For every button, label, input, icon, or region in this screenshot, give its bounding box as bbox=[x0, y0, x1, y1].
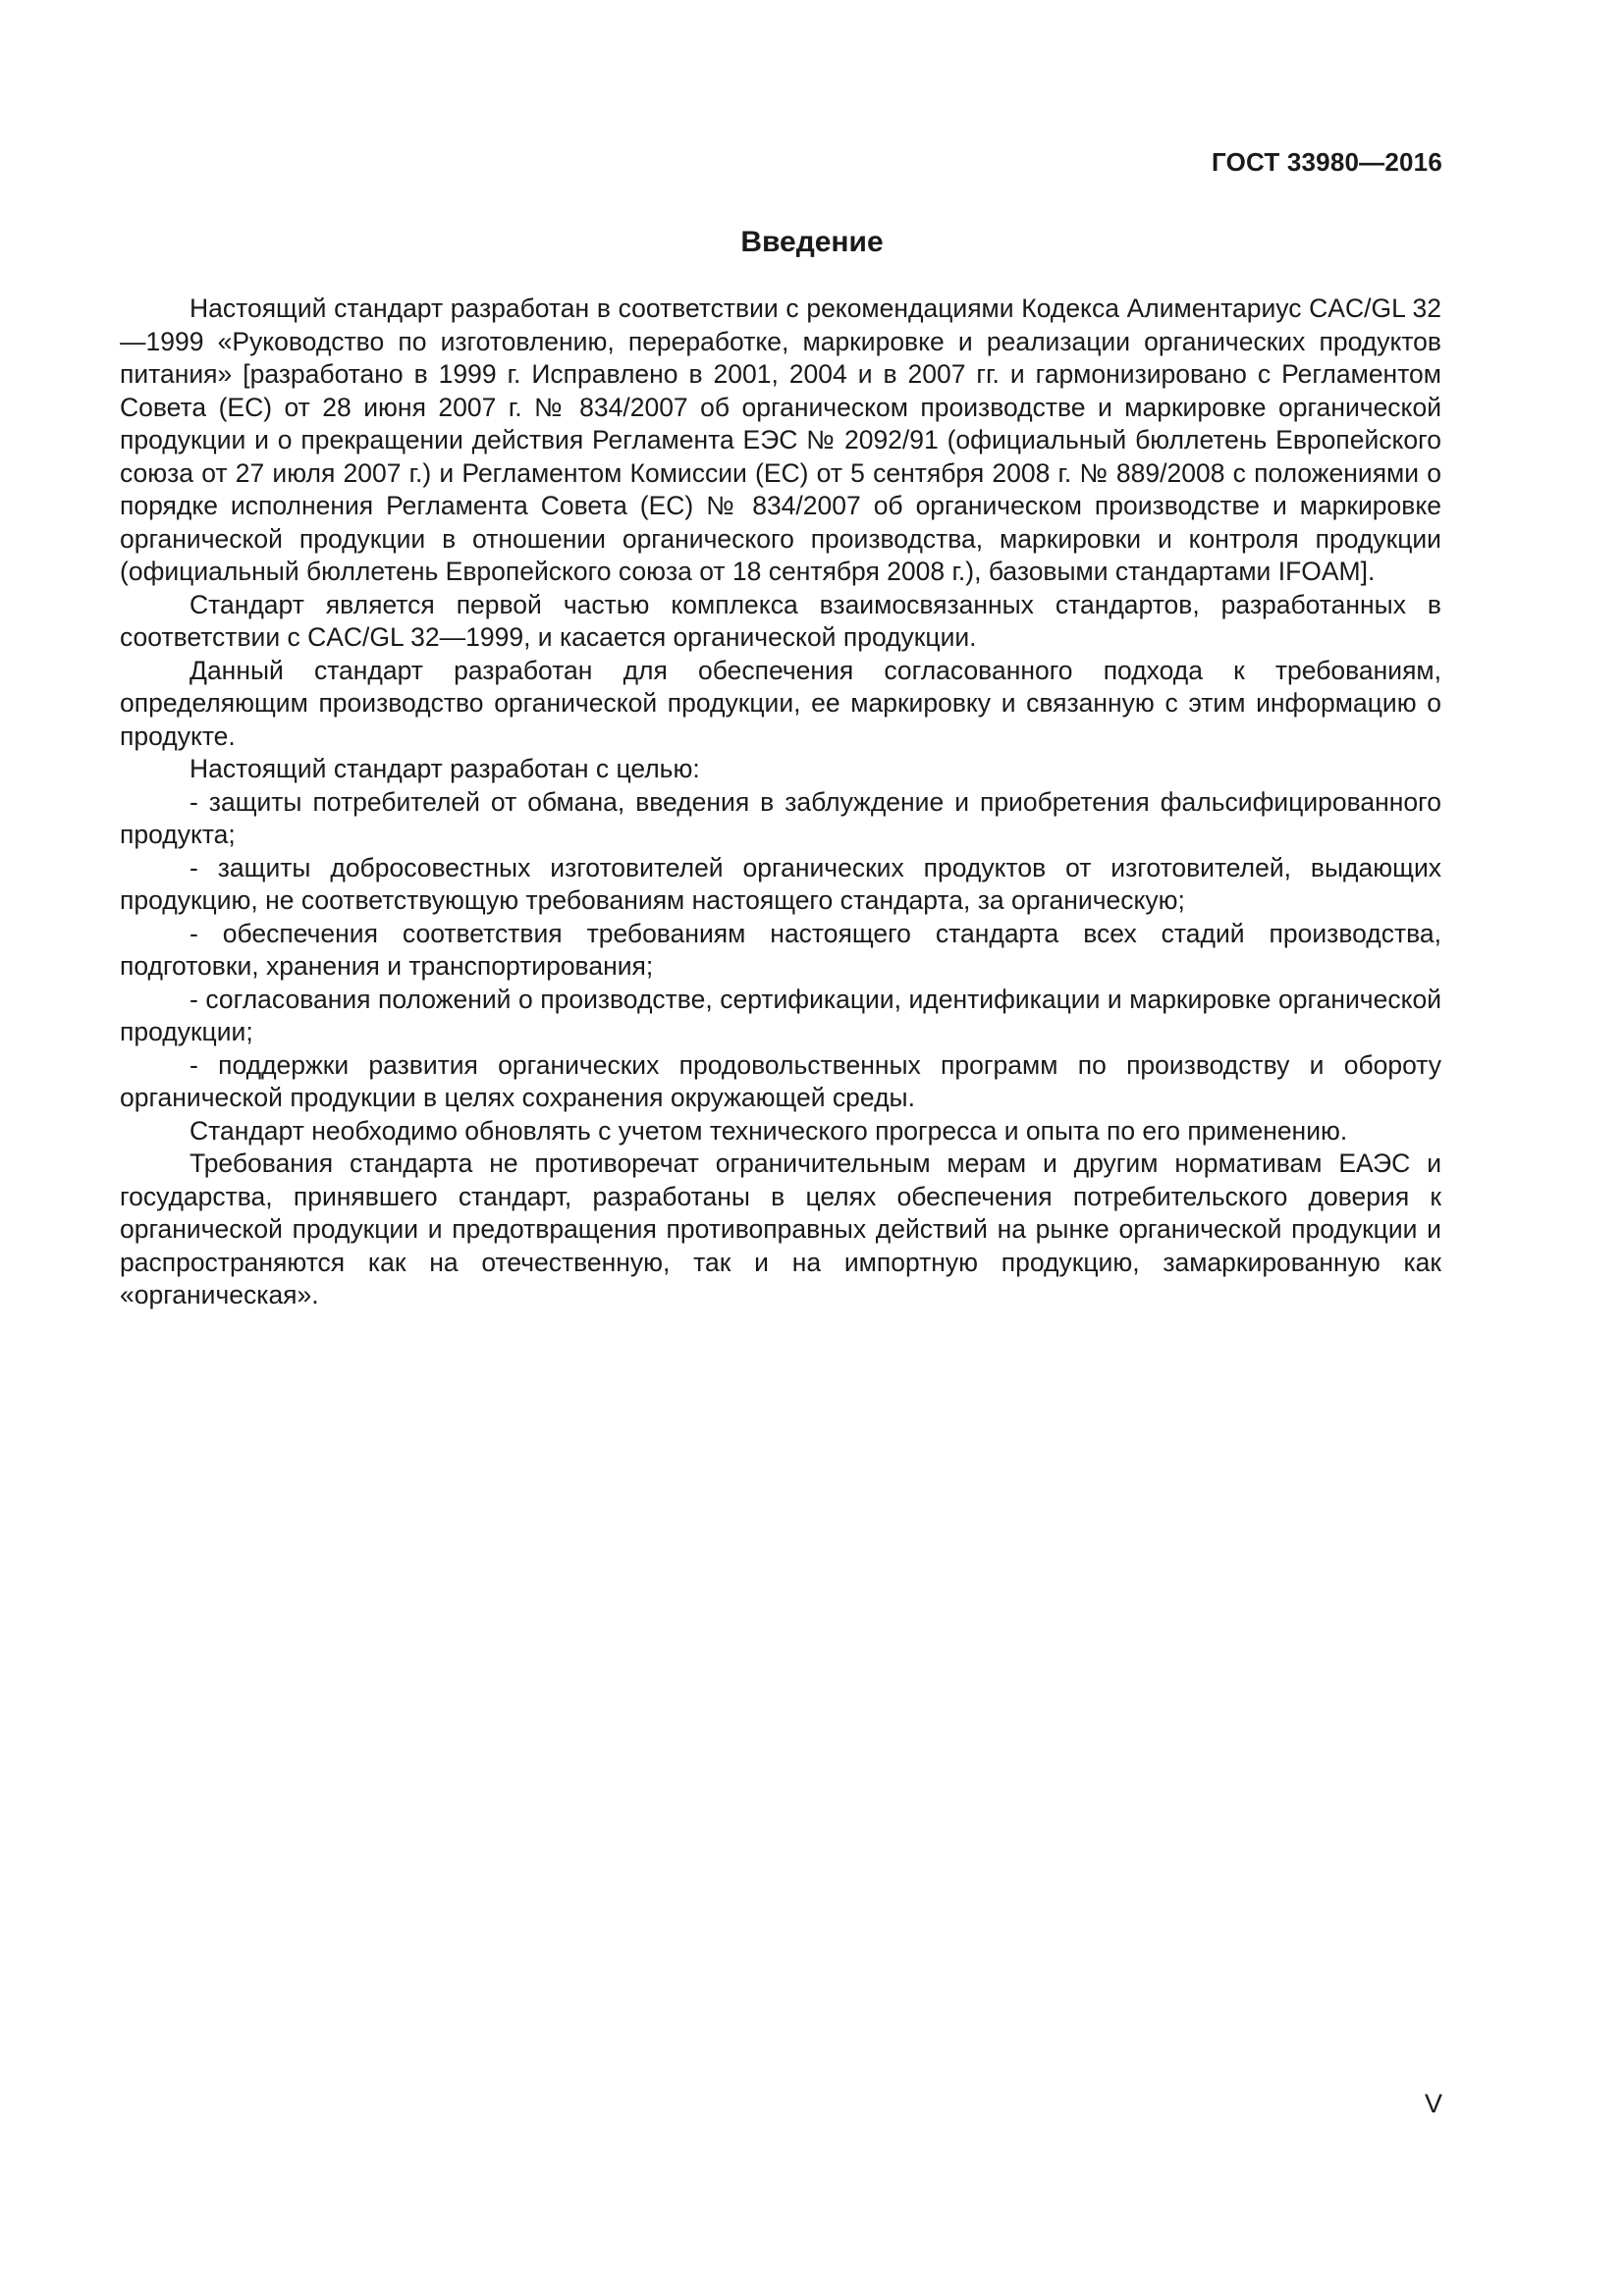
list-item: - защиты добросовестных изготовителей органических продуктов от изготовителей, выдающих продукцию, не соответствующую требованиям настоящего стандарта, за органическую; bbox=[120, 852, 1441, 915]
paragraph: Требования стандарта не противоречат ограничительным мерам и другим нормативам ЕАЭС и государства, принявшего стандарт, разработаны в целях обеспечения потребительского доверия к органической продукции и предотвращения противоправных действий на рынке органической продукции и распространяются как на отечественную, так и на импортную продукцию, замаркированную как «органическая». bbox=[120, 1148, 1441, 1309]
list-item: - согласования положений о производстве, сертификации, идентификации и маркировке органической продукции; bbox=[120, 984, 1441, 1046]
section-title: Введение bbox=[740, 226, 884, 258]
paragraph: Стандарт необходимо обновлять с учетом технического прогресса и опыта по его применению. bbox=[189, 1115, 1348, 1146]
paragraph: Настоящий стандарт разработан с целью: bbox=[189, 754, 700, 783]
list-item: - поддержки развития органических продовольственных программ по производству и обороту органической продукции в целях сохранения окружающей среды. bbox=[120, 1049, 1441, 1112]
document-code: ГОСТ 33980—2016 bbox=[1212, 147, 1442, 177]
page-number: V bbox=[1424, 2089, 1442, 2118]
list-item: - защиты потребителей от обмана, введения в заблуждение и приобретения фальсифицированного продукта; bbox=[120, 786, 1441, 849]
document-body bbox=[120, 293, 1441, 1312]
paragraph: Настоящий стандарт разработан в соответствии с рекомендациями Кодекса Алиментариус CAC/GL 32—1999 «Руководство по изготовлению, переработке, маркировке и реализации органических продуктов питания» [разработано в 1999 г. Исправлено в 2001, 2004 и в 2007 гг. и гармонизировано с Регламентом Совета (ЕС) от 28 июня 2007 г. № 834/2007 об органическом производстве и маркировке органической продукции и о прекращении действия Регламента ЕЭС № 2092/91 (официальный бюллетень Европейского союза от 27 июля 2007 г.) и Регламентом Комиссии (ЕС) от 5 сентября 2008 г. № 889/2008 с положениями о порядке исполнения Регламента Совета (ЕС) № 834/2007 об органическом производстве и маркировке органической продукции в отношении органического производства, маркировки и контроля продукции (официальный бюллетень Европейского союза от 18 сентября 2008 г.), базовыми стандартами IFOAM]. bbox=[120, 294, 1441, 586]
paragraph: Данный стандарт разработан для обеспечения согласованного подхода к требованиям, определяющим производство органической продукции, ее маркировку и связанную с этим информацию о продукте. bbox=[120, 655, 1441, 751]
paragraph: Стандарт является первой частью комплекса взаимосвязанных стандартов, разработанных в соответствии с CAC/GL 32—1999, и касается органической продукции. bbox=[120, 589, 1441, 652]
list-item: - обеспечения соответствия требованиям настоящего стандарта всех стадий производства, подготовки, хранения и транспортирования; bbox=[120, 918, 1441, 981]
